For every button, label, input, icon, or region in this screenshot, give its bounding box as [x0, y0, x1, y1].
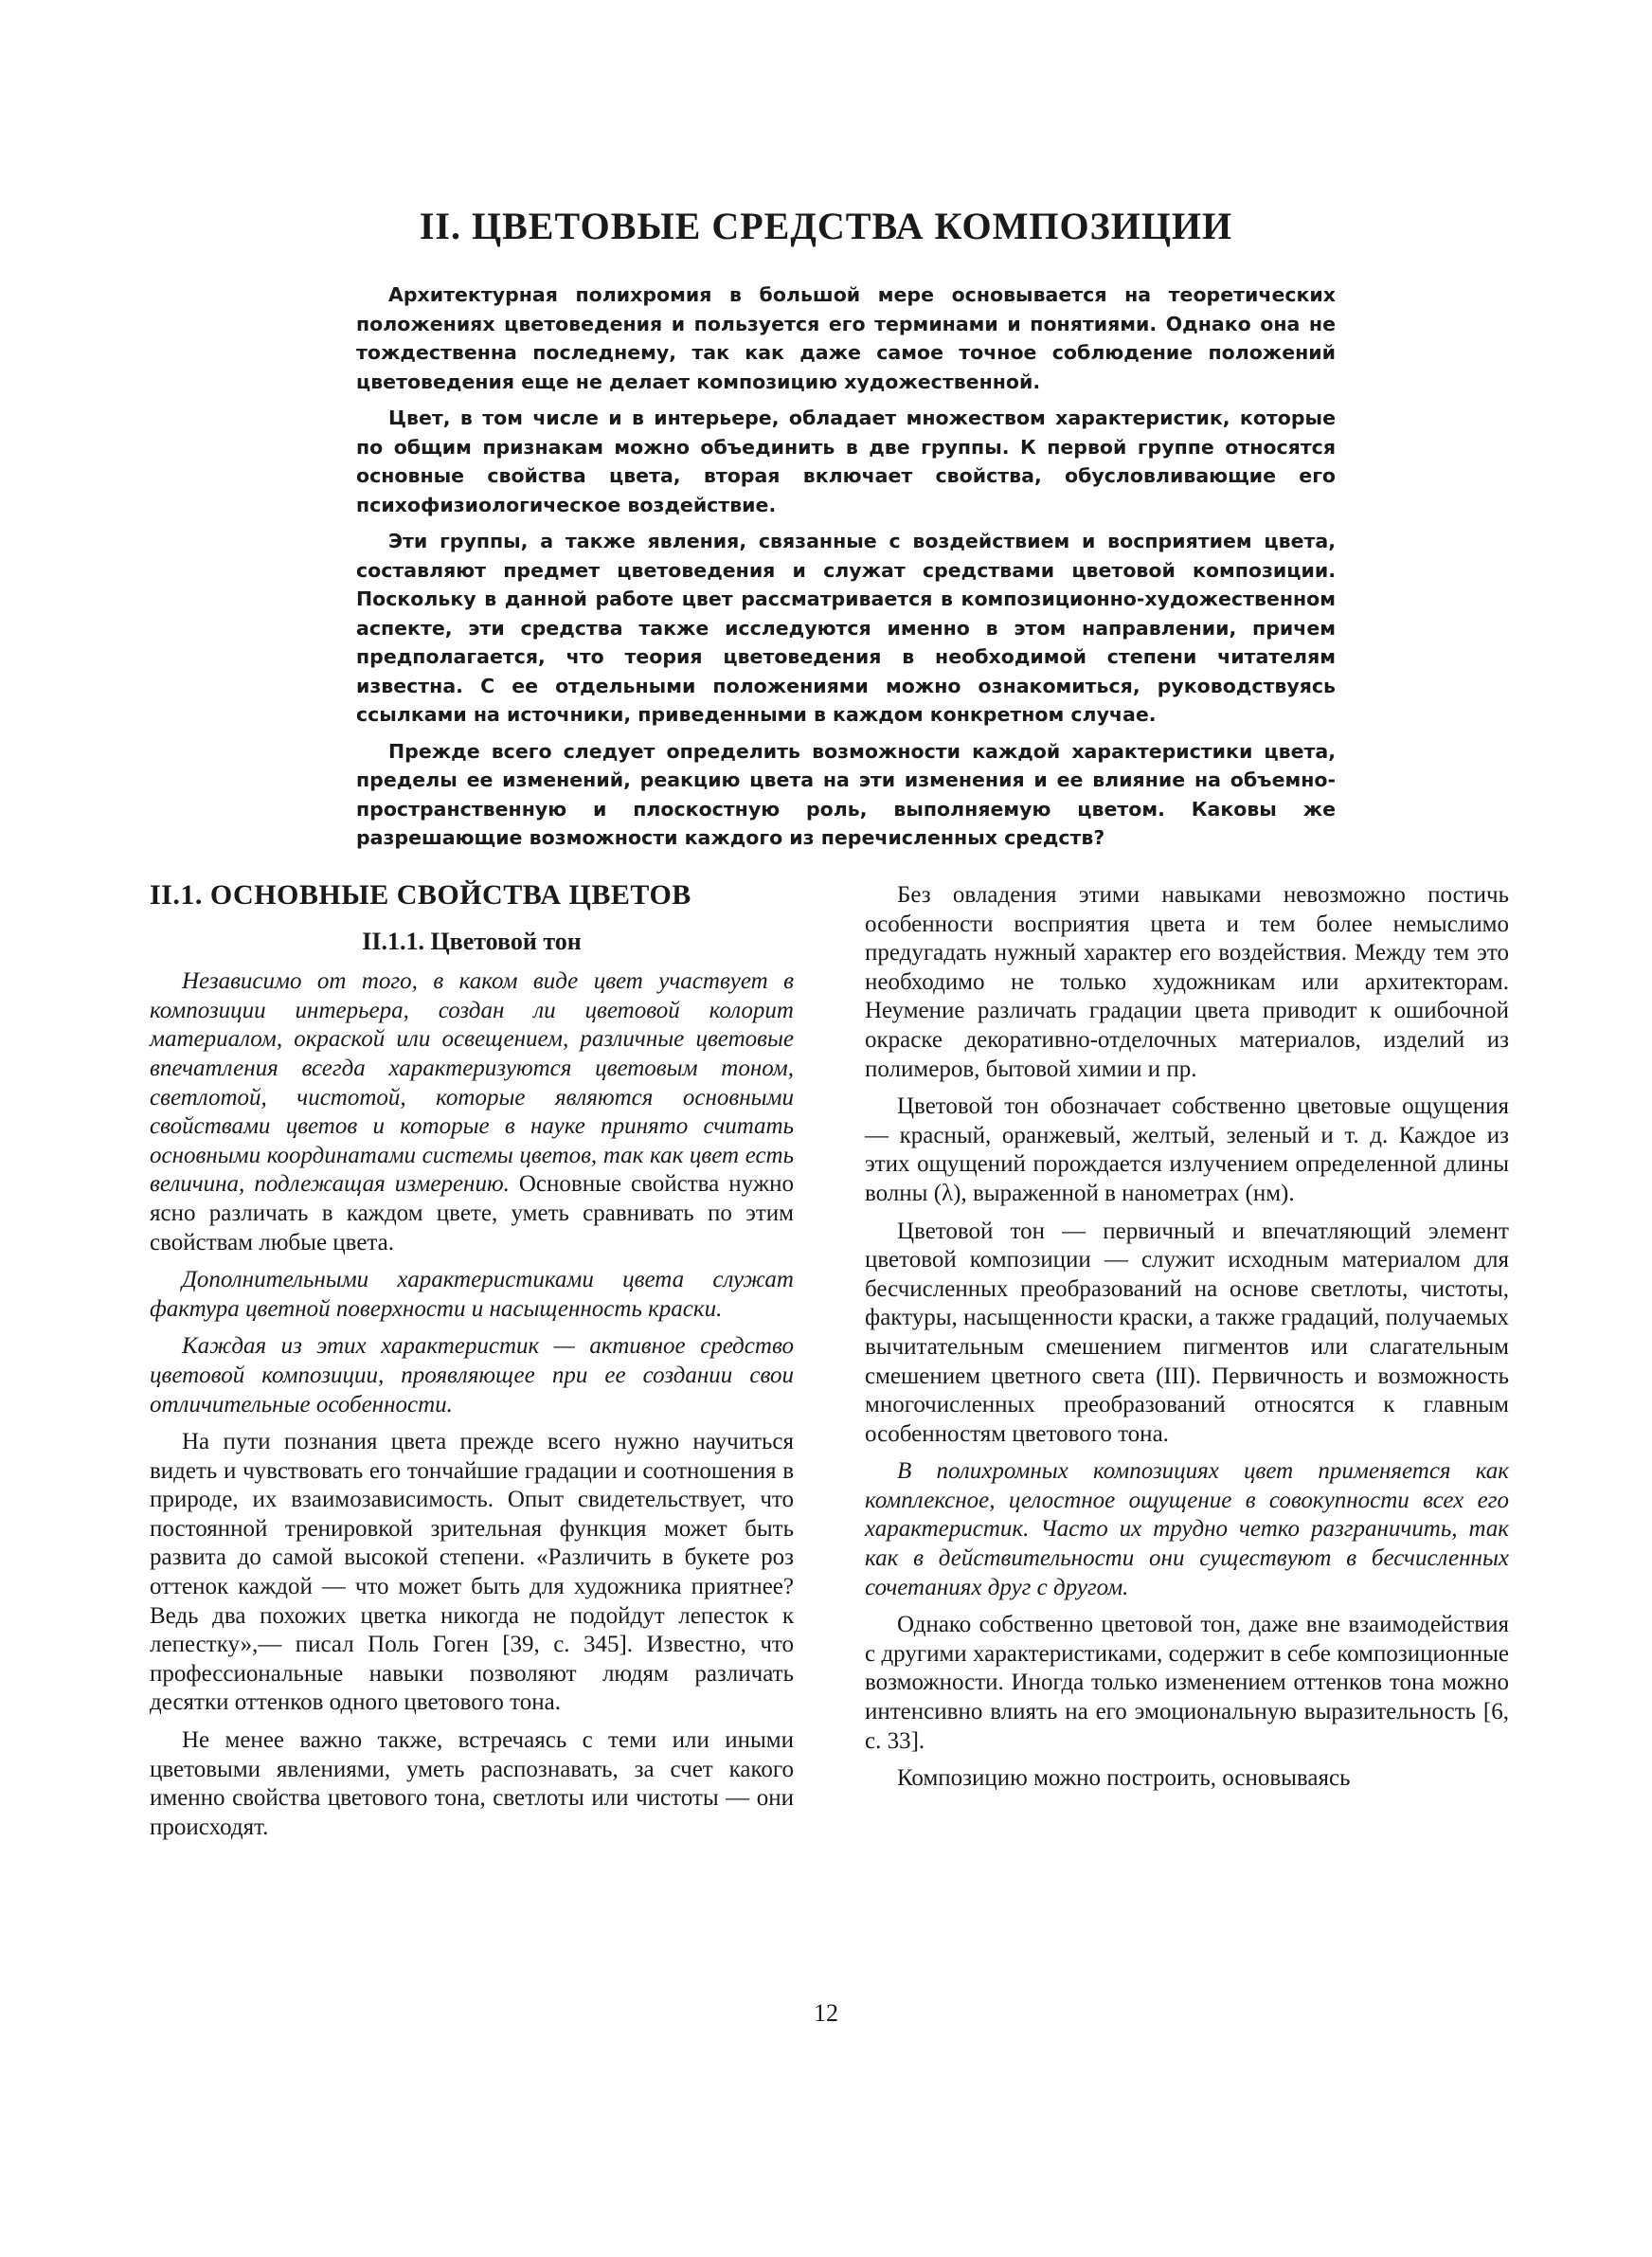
body-paragraph: Цветовой тон — первичный и впечатляющий элемент цветовой композиции — служит исходным материалом для бесчисленных преобразований на основе светлоты, чистоты, фактуры, насыщенности краски, а также градаций, получаемых вычитательным смешением пигментов или слагательным смешением цветного света (III). Первичность и возможность многочисленных преобразований относятся к главным особенностям цветового тона. [865, 1218, 1509, 1447]
body-paragraph [150, 967, 794, 1257]
right-column [865, 881, 1509, 1802]
chapter-intro [356, 280, 1336, 860]
chapter-title: II. ЦВЕТОВЫЕ СРЕДСТВА КОМПОЗИЦИИ [419, 205, 1233, 247]
subsection-heading: II.1.1. Цветовой тон [362, 927, 582, 955]
body-paragraph: Без овладения этими навыками невозможно постичь особенности восприятия цвета и тем более немыслимо предугадать нужный характер его воздействия. Между тем это необходимо не только художникам или архитекторам. Неумение различать градации цвета приводит к ошибочной окраске декоративно-отделочных материалов, изделий из полимеров, бытовой химии и пр. [865, 882, 1509, 1082]
intro-paragraph: Эти группы, а также явления, связанные с воздействием и восприятием цвета, составляют предмет цветоведения и служат средствами цветовой композиции. Поскольку в данной работе цвет рассматривается в композиционно-художественном аспекте, эти средства также исследуются именно в этом направлении, причем предполагается, что теория цветоведения в необходимой степени читателям известна. С ее отдельными положениями можно ознакомиться, руководствуясь ссылками на источники, приведенными в каждом конкретном случае. [356, 530, 1336, 726]
body-paragraph-italic: Каждая из этих характеристик — активное средство цветовой композиции, проявляющее при ее создании свои отличительные особенности. [150, 1333, 794, 1417]
intro-paragraph: Архитектурная полихромия в большой мере основывается на теоретических положениях цветоведения и пользуется его терминами и понятиями. Однако она не тождественна последнему, так как даже самое точное соблюдение положений цветоведения еще не делает композицию художественной. [356, 283, 1336, 393]
intro-paragraph: Прежде всего следует определить возможности каждой характеристики цвета, пределы ее изменений, реакцию цвета на эти изменения и ее влияние на объемно-пространственную и плоскостную роль, выполняемую цветом. Каковы же разрешающие возможности каждого из перечисленных средств? [356, 739, 1336, 849]
italic-text: Независимо от того, в каком виде цвет участвует в композиции интерьера, создан ли цветовой колорит материалом, окраской или освещением, различные цветовые впечатления всегда характеризуются цветовым тоном, светлотой, чистотой, которые являются основными свойствами цветов и которые в науке принято считать основными координатами системы цветов, так как цвет есть величина, подлежащая измерению. [150, 968, 794, 1198]
body-paragraph: Композицию можно построить, основываясь [897, 1765, 1351, 1792]
body-paragraph: Цветовой тон обозначает собственно цветовые ощущения — красный, оранжевый, желтый, зеленый и т. д. Каждое из этих ощущений порождается излучением определенной длины волны (λ), выраженной в нанометрах (нм). [865, 1093, 1509, 1206]
section-heading: II.1. ОСНОВНЫЕ СВОЙСТВА ЦВЕТОВ [150, 879, 691, 911]
page-number: 12 [814, 1999, 838, 2027]
body-paragraph: Не менее важно также, встречаясь с теми или иными цветовыми явлениями, уметь распознавать, за счет какого именно свойства цветового тона, светлоты или чистоты — они происходят. [150, 1727, 794, 1840]
body-paragraph-italic: Дополнительными характеристиками цвета служат фактура цветной поверхности и насыщенность краски. [150, 1267, 794, 1322]
left-column [150, 881, 794, 1851]
regular-text: Основные свойства нужно ясно различать в каждом цвете, уметь сравнивать по этим свойствам любые цвета. [150, 1171, 794, 1255]
body-paragraph: На пути познания цвета прежде всего нужно научиться видеть и чувствовать его тончайшие градации и соотношения в природе, их взаимозависимость. Опыт свидетельствует, что постоянной тренировкой зрительная функция может быть развита до самой высокой степени. «Различить в букете роз оттенок каждой — что может быть для художника приятнее? Ведь два похожих цветка никогда не подойдут лепесток к лепестку»,— писал Поль Гоген [39, с. 345]. Известно, что профессиональные навыки позволяют людям различать десятки оттенков одного цветового тона. [150, 1429, 794, 1716]
intro-paragraph: Цвет, в том числе и в интерьере, обладает множеством характеристик, которые по общим признакам можно объединить в две группы. К первой группе относятся основные свойства цвета, вторая включает свойства, обусловливающие его психофизиологическое воздействие. [356, 406, 1336, 516]
body-paragraph-italic: В полихромных композициях цвет применяется как комплексное, целостное ощущение в совокупности всех его характеристик. Часто их трудно четко разграничить, так как в действительности они существуют в бесчисленных сочетаниях друг с другом. [865, 1458, 1509, 1600]
body-paragraph: Однако собственно цветовой тон, даже вне взаимодействия с другими характеристиками, содержит в себе композиционные возможности. Иногда только изменением оттенков тона можно интенсивно влиять на его эмоциональную выразительность [6, с. 33]. [865, 1612, 1509, 1754]
